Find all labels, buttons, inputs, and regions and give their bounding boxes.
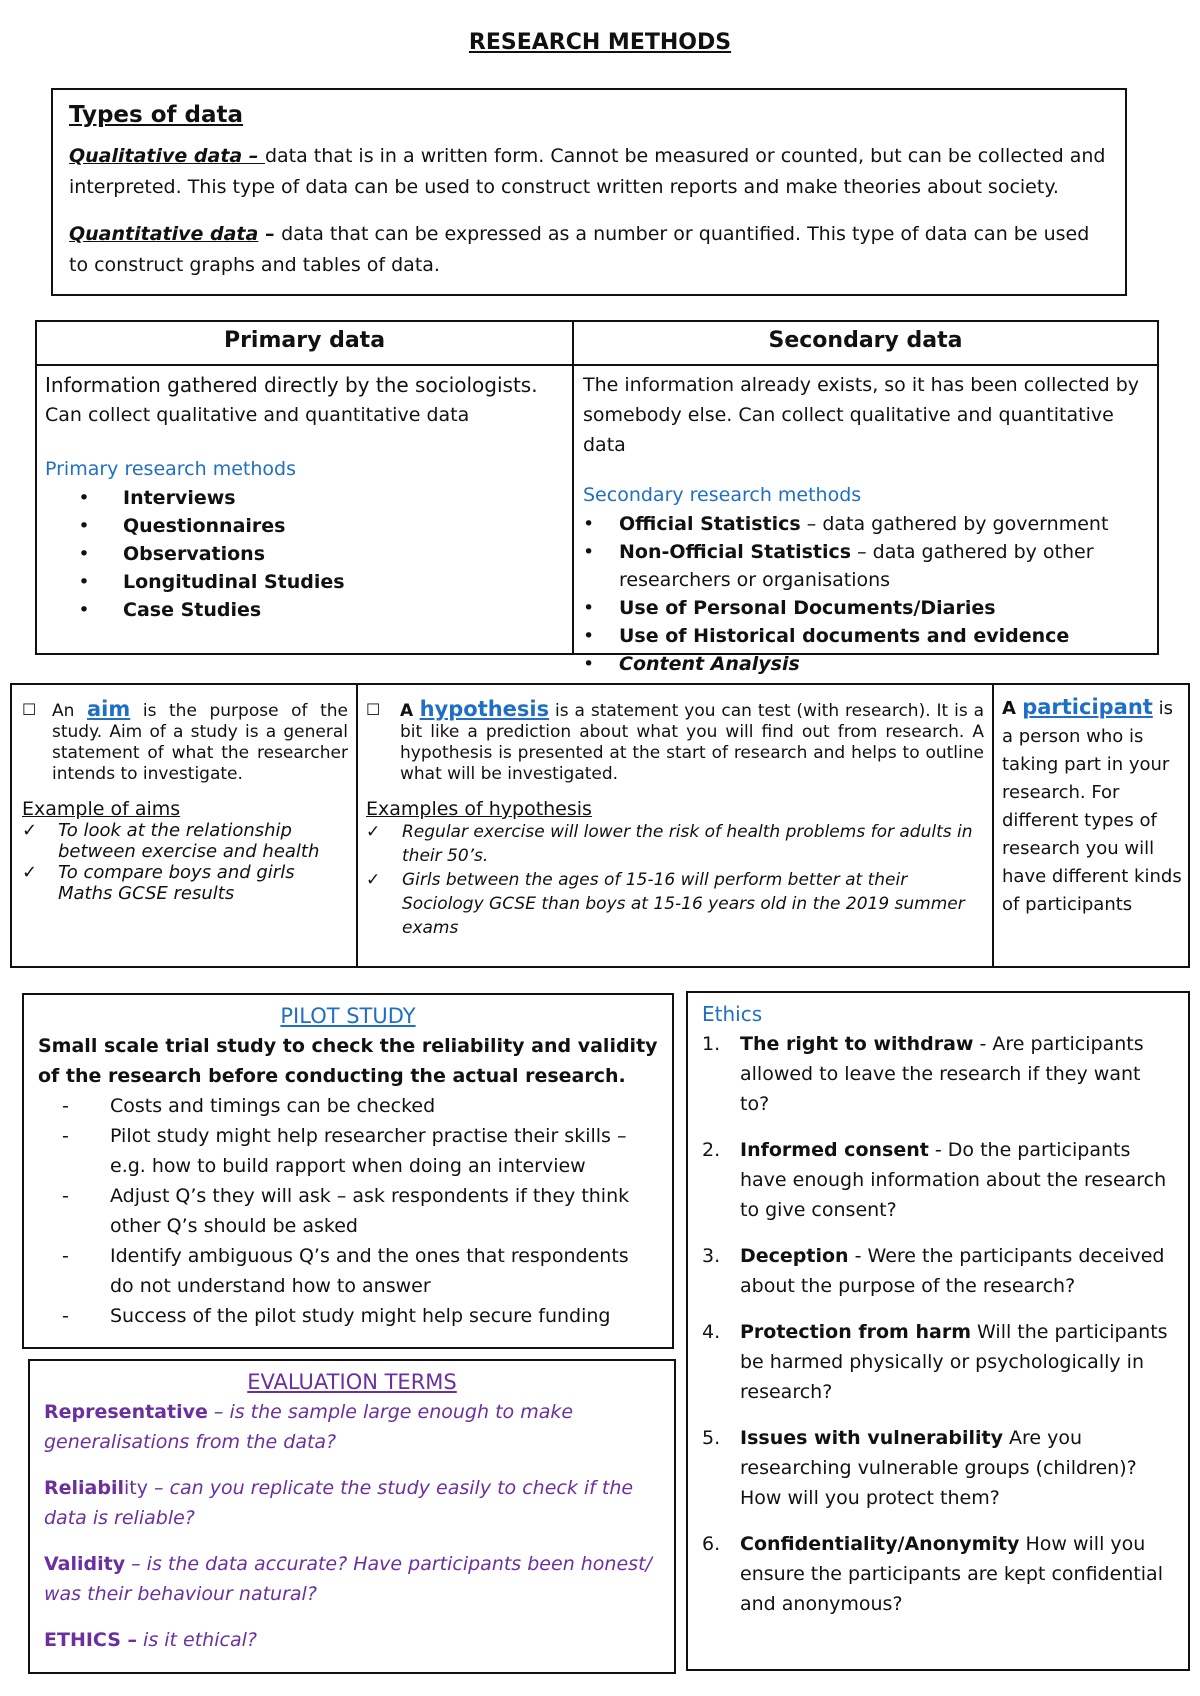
list-item: • Observations: [45, 540, 565, 568]
list-item: • Longitudinal Studies: [45, 568, 565, 596]
pilot-study-box: [22, 993, 674, 1349]
list-item: • Questionnaires: [45, 512, 565, 540]
aim-examples-heading: Example of aims: [22, 798, 181, 820]
secondary-column: [583, 370, 1151, 678]
types-of-data-box: [51, 88, 1127, 296]
secondary-method-text: – data gathered by other researchers or organisations: [619, 541, 1094, 591]
evaluation-item: [44, 1549, 660, 1609]
participant-cell: [1002, 693, 1186, 919]
ethics-term: Informed consent: [740, 1139, 929, 1161]
evaluation-heading: EVALUATION TERMS: [247, 1370, 457, 1394]
types-of-data-heading: Types of data: [69, 102, 244, 128]
primary-methods-heading: Primary research methods: [45, 458, 296, 480]
primary-column: [45, 370, 565, 624]
primary-secondary-table: [35, 320, 1159, 675]
list-item: [22, 862, 348, 904]
qualitative-term: Qualitative data –: [69, 145, 265, 167]
ethics-item: [702, 1317, 1174, 1407]
evaluation-term: Reliabil: [44, 1477, 124, 1499]
primary-method: Case Studies: [123, 599, 262, 621]
evaluation-text: – is the sample large enough to make generalisations from the data?: [44, 1401, 574, 1453]
ethics-text: Are you researching vulnerable groups (children)? How will you protect them?: [740, 1427, 1137, 1509]
secondary-method: Use of Historical documents and evidence: [619, 625, 1070, 647]
ethics-term: Deception: [740, 1245, 849, 1267]
ethics-text: Will the participants be harmed physically or psychologically in research?: [740, 1321, 1168, 1403]
ethics-text: - Are participants allowed to leave the research if they want to?: [740, 1033, 1144, 1115]
list-item: • Official Statistics – data gathered by government: [583, 513, 1109, 535]
ethics-num: 4.: [702, 1321, 721, 1343]
primary-desc-line2: Can collect qualitative and quantitative data: [45, 404, 470, 426]
secondary-method-term: Non-Official Statistics: [619, 541, 852, 563]
quantitative-term: Quantitative data: [69, 223, 259, 245]
evaluation-item: [44, 1397, 660, 1457]
quantitative-text: data that can be expressed as a number or quantified. This type of data can be used to construct graphs and tables of data.: [69, 223, 1090, 276]
qualitative-text: data that is in a written form. Cannot be measured or counted, but can be collected and interpreted. This type of data can be used to construct written reports and make theories about society.: [69, 145, 1106, 198]
list-item: [22, 820, 348, 862]
definitions-row: [10, 683, 1190, 968]
ethics-heading: Ethics: [702, 1002, 763, 1026]
secondary-header: Secondary data: [768, 328, 963, 353]
quantitative-definition: [69, 219, 1109, 281]
hypothesis-text: is a statement you can test (with research). It is a bit like a prediction about what you will find out from research. A hypothesis is presented at the start of research and helps to outline what will be investigated.: [400, 701, 985, 784]
participant-word: participant: [1022, 695, 1153, 719]
evaluation-term: Validity: [44, 1553, 126, 1575]
pilot-point: Success of the pilot study might help secure funding: [110, 1305, 611, 1327]
aim-pre: An: [52, 701, 87, 721]
ethics-item: [702, 1529, 1174, 1619]
participant-pre: A: [1002, 698, 1023, 719]
ethics-term: Protection from harm: [740, 1321, 971, 1343]
primary-method: Observations: [123, 543, 266, 565]
hypothesis-word: hypothesis: [419, 697, 550, 721]
checkbox-icon: ☐: [366, 700, 381, 719]
list-item: • Use of Historical documents and evidence: [583, 622, 1151, 650]
pilot-study-points: [38, 1091, 658, 1331]
primary-method: Longitudinal Studies: [123, 571, 345, 593]
ethics-text: - Do the participants have enough information about the research to give consent?: [740, 1139, 1167, 1221]
ethics-item: [702, 1135, 1174, 1225]
pilot-point: Costs and timings can be checked: [110, 1095, 436, 1117]
checkbox-icon: ☐: [22, 700, 37, 719]
ethics-text: How will you ensure the participants are kept confidential and anonymous?: [740, 1533, 1163, 1615]
list-item: • Case Studies: [45, 596, 565, 624]
primary-header: Primary data: [223, 328, 386, 353]
pilot-point: Identify ambiguous Q’s and the ones that respondents do not understand how to answer: [110, 1245, 629, 1297]
aim-example: To look at the relationship between exercise and health: [58, 820, 320, 862]
ethics-num: 5.: [702, 1427, 721, 1449]
secondary-method: Use of Personal Documents/Diaries: [619, 597, 996, 619]
list-item: - Adjust Q’s they will ask – ask respondents if they think other Q’s should be asked: [38, 1181, 658, 1241]
ethics-term: The right to withdraw: [740, 1033, 974, 1055]
ethics-term: Confidentiality/Anonymity: [740, 1533, 1020, 1555]
aim-text: is the purpose of the study. Aim of a study is a general statement of what the researcher intends to investigate.: [52, 701, 348, 784]
hypothesis-cell: [366, 699, 984, 940]
ethics-num: 6.: [702, 1533, 721, 1555]
secondary-methods-list: [583, 510, 1151, 678]
list-item: - Identify ambiguous Q’s and the ones that respondents do not understand how to answer: [38, 1241, 658, 1301]
pilot-study-heading: PILOT STUDY: [280, 1004, 416, 1028]
qualitative-definition: [69, 141, 1109, 203]
secondary-methods-heading: Secondary research methods: [583, 484, 862, 506]
evaluation-text: is it ethical?: [137, 1629, 257, 1651]
hypothesis-pre: A: [400, 701, 420, 721]
evaluation-text: – can you replicate the study easily to check if the data is reliable?: [44, 1477, 634, 1529]
evaluation-item: [44, 1473, 660, 1533]
list-item: - Success of the pilot study might help secure funding: [38, 1301, 658, 1331]
hypothesis-definition: [366, 699, 984, 785]
check-icon: ✓: [366, 870, 381, 890]
list-item: • Use of Personal Documents/Diaries: [583, 594, 1151, 622]
list-item: • Interviews: [45, 484, 565, 512]
evaluation-item: [44, 1625, 660, 1655]
evaluation-term: ETHICS –: [44, 1629, 138, 1651]
ethics-item: [702, 1029, 1174, 1119]
check-icon: ✓: [22, 820, 38, 841]
list-item: [366, 820, 984, 868]
primary-desc-line1: Information gathered directly by the sociologists.: [45, 373, 538, 397]
hypothesis-example: Girls between the ages of 15-16 will perform better at their Sociology GCSE than boys at 15-16 years old in the 2019 summer exams: [402, 870, 965, 938]
primary-method: Questionnaires: [123, 515, 286, 537]
hypothesis-example: Regular exercise will lower the risk of health problems for adults in their 50’s.: [402, 822, 973, 866]
ethics-item: [702, 1241, 1174, 1301]
check-icon: ✓: [22, 862, 38, 883]
aim-example: To compare boys and girls Maths GCSE results: [58, 862, 295, 904]
aim-word: aim: [87, 697, 131, 721]
pilot-point: Adjust Q’s they will ask – ask respondents if they think other Q’s should be asked: [110, 1185, 630, 1237]
secondary-method-term: Official Statistics: [619, 513, 801, 535]
check-icon: ✓: [366, 822, 381, 842]
list-item: • Content Analysis: [583, 650, 1151, 678]
hypothesis-examples-heading: Examples of hypothesis: [366, 798, 592, 820]
ethics-term: Issues with vulnerability: [740, 1427, 1003, 1449]
ethics-num: 3.: [702, 1245, 721, 1267]
list-item: • Non-Official Statistics – data gathered by other researchers or organisations: [583, 541, 1094, 591]
list-item: - Pilot study might help researcher practise their skills – e.g. how to build rapport when doing an interview: [38, 1121, 658, 1181]
ethics-num: 2.: [702, 1139, 721, 1161]
ethics-box: [686, 991, 1190, 1671]
pilot-point: Pilot study might help researcher practise their skills – e.g. how to build rapport when doing an interview: [110, 1125, 627, 1177]
secondary-method: Content Analysis: [619, 653, 800, 675]
ethics-text: - Were the participants deceived about the purpose of the research?: [740, 1245, 1165, 1297]
secondary-method-text: – data gathered by government: [800, 513, 1109, 535]
quantitative-dash: –: [258, 223, 282, 245]
aim-cell: [22, 699, 348, 904]
pilot-study-intro: Small scale trial study to check the reliability and validity of the research before conducting the actual research.: [38, 1035, 658, 1087]
evaluation-terms-box: [28, 1359, 676, 1674]
evaluation-term-rest: ity: [124, 1477, 148, 1499]
secondary-desc: The information already exists, so it has been collected by somebody else. Can collect qualitative and quantitative data: [583, 374, 1140, 456]
participant-text: is a person who is taking part in your research. For different types of research you will have different kinds of participants: [1002, 698, 1182, 915]
page-title: RESEARCH METHODS: [468, 30, 732, 55]
aim-definition: [22, 699, 348, 785]
list-item: - Costs and timings can be checked: [38, 1091, 658, 1121]
list-item: [366, 868, 984, 940]
primary-methods-list: [45, 484, 565, 624]
primary-method: Interviews: [123, 487, 236, 509]
ethics-num: 1.: [702, 1033, 721, 1055]
ethics-item: [702, 1423, 1174, 1513]
evaluation-term: Representative: [44, 1401, 208, 1423]
evaluation-text: – is the data accurate? Have participants been honest/ was their behaviour natural?: [44, 1553, 652, 1605]
